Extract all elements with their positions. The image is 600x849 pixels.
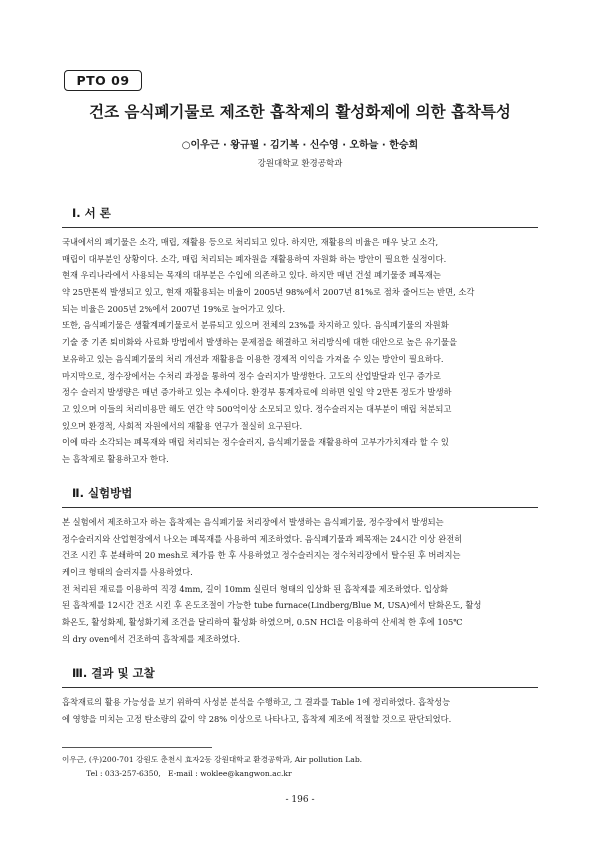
methods-line: 본 실험에서 제조하고자 하는 흡착제는 음식폐기물 처리장에서 발생하는 음식폐기물, 정수장에서 발생되는 (62, 517, 444, 527)
methods-divider (62, 507, 538, 508)
methods-line: 케이크 형태의 슬러지를 사용하였다. (62, 567, 193, 578)
intro-line: 매립이 대부분인 상황이다. 소각, 매립 처리되는 폐자원을 재활용하여 자원화 하는 방안이 필요한 실정이다. (62, 253, 447, 264)
intro-line: 이에 따라 소각되는 폐목재와 매립 처리되는 정수슬러지, 음식폐기물을 재활용하여 고부가가치재라 할 수 있 (62, 437, 449, 448)
results-heading: Ⅲ. 결과 및 고찰 (72, 666, 155, 680)
methods-line: 의 dry oven에서 건조하여 흡착제를 제조하였다. (62, 633, 240, 644)
paper-title: 건조 음식폐기물로 제조한 흡착제의 활성화제에 의한 흡착특성 (89, 103, 511, 121)
footnote (62, 753, 538, 781)
intro-line: 또한, 음식폐기물은 생활계폐기물로서 분류되고 있으며 전체의 23%를 차지하고 있다. 음식폐기물의 자원화 (62, 320, 449, 331)
intro-line: 기술 중 기존 퇴비화와 사료화 방법에서 발생하는 문제점을 해결하고 처리방식에 대한 대안으로 높은 유기물을 (62, 337, 457, 348)
session-badge: PTO 09 (64, 70, 142, 91)
author-list: ○이우근 · 왕규필 · 김기복 · 신수영 · 오하늘 · 한승희 (181, 140, 419, 151)
intro-divider (62, 227, 538, 228)
footnote-contact: Tel : 033-257-6350, E-mail : woklee@kangwon.ac.kr (62, 769, 292, 778)
methods-line: 화온도, 활성화제, 활성화기체 조건을 달리하여 활성화 하였으며, 0.5N HCl을 이용하여 산세척 한 후에 105℃ (62, 617, 463, 628)
intro-line: 는 흡착제로 활용하고자 한다. (62, 453, 169, 464)
intro-heading: Ⅰ. 서 론 (72, 206, 111, 220)
methods-body (62, 514, 538, 648)
intro-line: 되는 비율은 2005년 2%에서 2007년 19%로 늘어가고 있다. (62, 303, 286, 314)
intro-line: 현재 우리나라에서 사용되는 목재의 대부분은 수입에 의존하고 있다. 하지만 매년 건설 폐기물중 폐목재는 (62, 270, 441, 281)
results-line: 흡착재료의 활용 가능성을 보기 위하여 사성분 분석을 수행하고, 그 결과를 Table 1에 정리하였다. 흡착성능 (62, 697, 451, 707)
results-line: 에 영향을 미치는 고정 탄소량의 값이 약 28% 이상으로 나타나고, 흡착제 제조에 적절할 것으로 판단되었다. (62, 713, 452, 724)
footnote-address: 이우근, (우)200-701 강원도 춘천시 효자2동 강원대학교 환경공학과, Air pollution Lab. (62, 755, 363, 764)
intro-line: 있으며 환경적, 사회적 자원에서의 재활용 연구가 절실히 요구된다. (62, 420, 303, 431)
results-divider (62, 687, 538, 688)
page-number: - 196 - (285, 795, 315, 805)
methods-line: 전 처리된 재료를 이용하여 직경 4mm, 길이 10mm 실린더 형태의 입상화 된 흡착제를 제조하였다. 입상화 (62, 583, 449, 594)
intro-line: 약 25만톤씩 발생되고 있고, 현재 재활용되는 비율이 2005년 98%에서 2007년 81%로 점차 줄어드는 반면, 소각 (62, 287, 475, 298)
affiliation: 강원대학교 환경공학과 (257, 159, 343, 169)
intro-body (62, 234, 538, 468)
intro-line: 고 있으며 이들의 처리비용만 해도 연간 약 500억이상 소모되고 있다. 정수슬러지는 대부분이 매립 처분되고 (62, 403, 452, 414)
methods-line: 건조 시킨 후 분쇄하여 20 mesh로 체가름 한 후 사용하였고 정수슬러지는 정수처리장에서 탈수된 후 버려지는 (62, 550, 461, 561)
intro-line: 정수 슬러지 발생량은 매년 증가하고 있는 추세이다. 환경부 통계자료에 의하면 일일 약 2만톤 정도가 발생하 (62, 387, 452, 398)
intro-line: 마지막으로, 정수장에서는 수처리 과정을 통하여 정수 슬러지가 발생한다. 고도의 산업발달과 인구 증가로 (62, 370, 441, 381)
intro-line: 보유하고 있는 음식폐기물의 처리 개선과 재활용을 이용한 경제적 이익을 가져올 수 있는 방안이 필요하다. (62, 353, 444, 364)
results-body (62, 694, 538, 727)
methods-heading: Ⅱ. 실험방법 (72, 486, 133, 500)
footnote-divider (62, 747, 212, 748)
methods-line: 된 흡착제를 12시간 건조 시킨 후 온도조절이 가능한 tube furnace(Lindberg/Blue M, USA)에서 탄화온도, 활성 (62, 600, 482, 611)
methods-line: 정수슬러지와 산업현장에서 나오는 폐목재를 사용하여 제조하였다. 음식폐기물과 폐목재는 24시간 이상 완전히 (62, 533, 463, 544)
intro-line: 국내에서의 폐기물은 소각, 매립, 재활용 등으로 처리되고 있다. 하지만, 재활용의 비율은 매우 낮고 소각, (62, 237, 439, 247)
